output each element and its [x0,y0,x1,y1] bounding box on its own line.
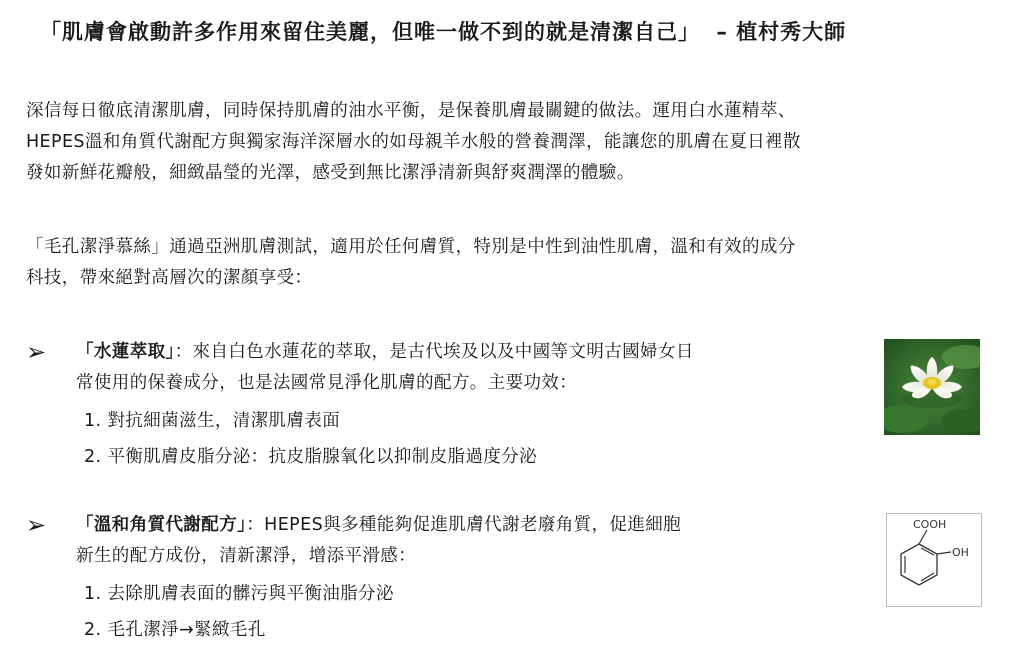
benefit-list [76,576,876,648]
arrow-bullet-icon: ➢ [26,338,47,366]
benefit-item: 1. 去除肌膚表面的髒污與平衡油脂分泌 [84,584,394,604]
feature-description-line [76,337,876,368]
paragraph-line: 發如新鮮花瓣般，細緻晶瑩的光澤，感受到無比潔淨清新與舒爽潤澤的體驗。 [26,163,635,183]
feature-text [76,337,876,475]
benefit-list [76,403,876,475]
water-lily-image [884,339,980,435]
quote-attribution: – 植村秀大師 [716,20,847,44]
product-paragraph [26,232,998,294]
water-lily-illustration [884,339,980,435]
feature-description-line: 新生的配方成份，清新潔淨，增添平滑感： [76,546,417,566]
page-title [40,16,1000,46]
feature-name: 「水蓮萃取」 [76,342,175,362]
carboxyl-label: COOH [913,518,947,531]
intro-paragraph [26,96,998,189]
quote-text: 「肌膚會啟動許多作用來留住美麗，但唯一做不到的就是清潔自己」 [40,20,700,44]
salicylic-acid-diagram [886,513,982,607]
feature-description-line [76,510,876,541]
benefit-item: 2. 毛孔潔淨→緊緻毛孔 [84,620,266,640]
paragraph-line: 科技，帶來絕對高層次的潔顏享受： [26,268,313,288]
feature-description-line: 常使用的保養成分，也是法國常見淨化肌膚的配方。主要功效： [76,373,578,393]
paragraph-line: 深信每日徹底清潔肌膚，同時保持肌膚的油水平衡，是保養肌膚最關鍵的做法。運用白水蓮精萃、 [26,101,796,121]
benefit-item: 2. 平衡肌膚皮脂分泌：抗皮脂腺氧化以抑制皮脂過度分泌 [84,447,538,467]
feature-text [76,510,876,648]
benefit-item: 1. 對抗細菌滋生，清潔肌膚表面 [84,411,341,431]
hydroxyl-label: OH [952,546,969,559]
chemical-structure-icon [887,514,981,606]
paragraph-line: 「毛孔潔淨慕絲」通過亞洲肌膚測試，適用於任何膚質，特別是中性到油性肌膚，溫和有效的成分 [26,237,796,257]
feature-name: 「溫和角質代謝配方」 [76,515,247,535]
arrow-bullet-icon: ➢ [26,511,47,539]
feature-description: ：HEPES與多種能夠促進肌膚代謝老廢角質，促進細胞 [246,515,682,535]
feature-description: ：來自白色水蓮花的萃取，是古代埃及以及中國等文明古國婦女日 [174,342,694,362]
paragraph-line: HEPES溫和角質代謝配方與獨家海洋深層水的如母親羊水般的營養潤澤，能讓您的肌膚在夏日裡散 [26,132,801,152]
